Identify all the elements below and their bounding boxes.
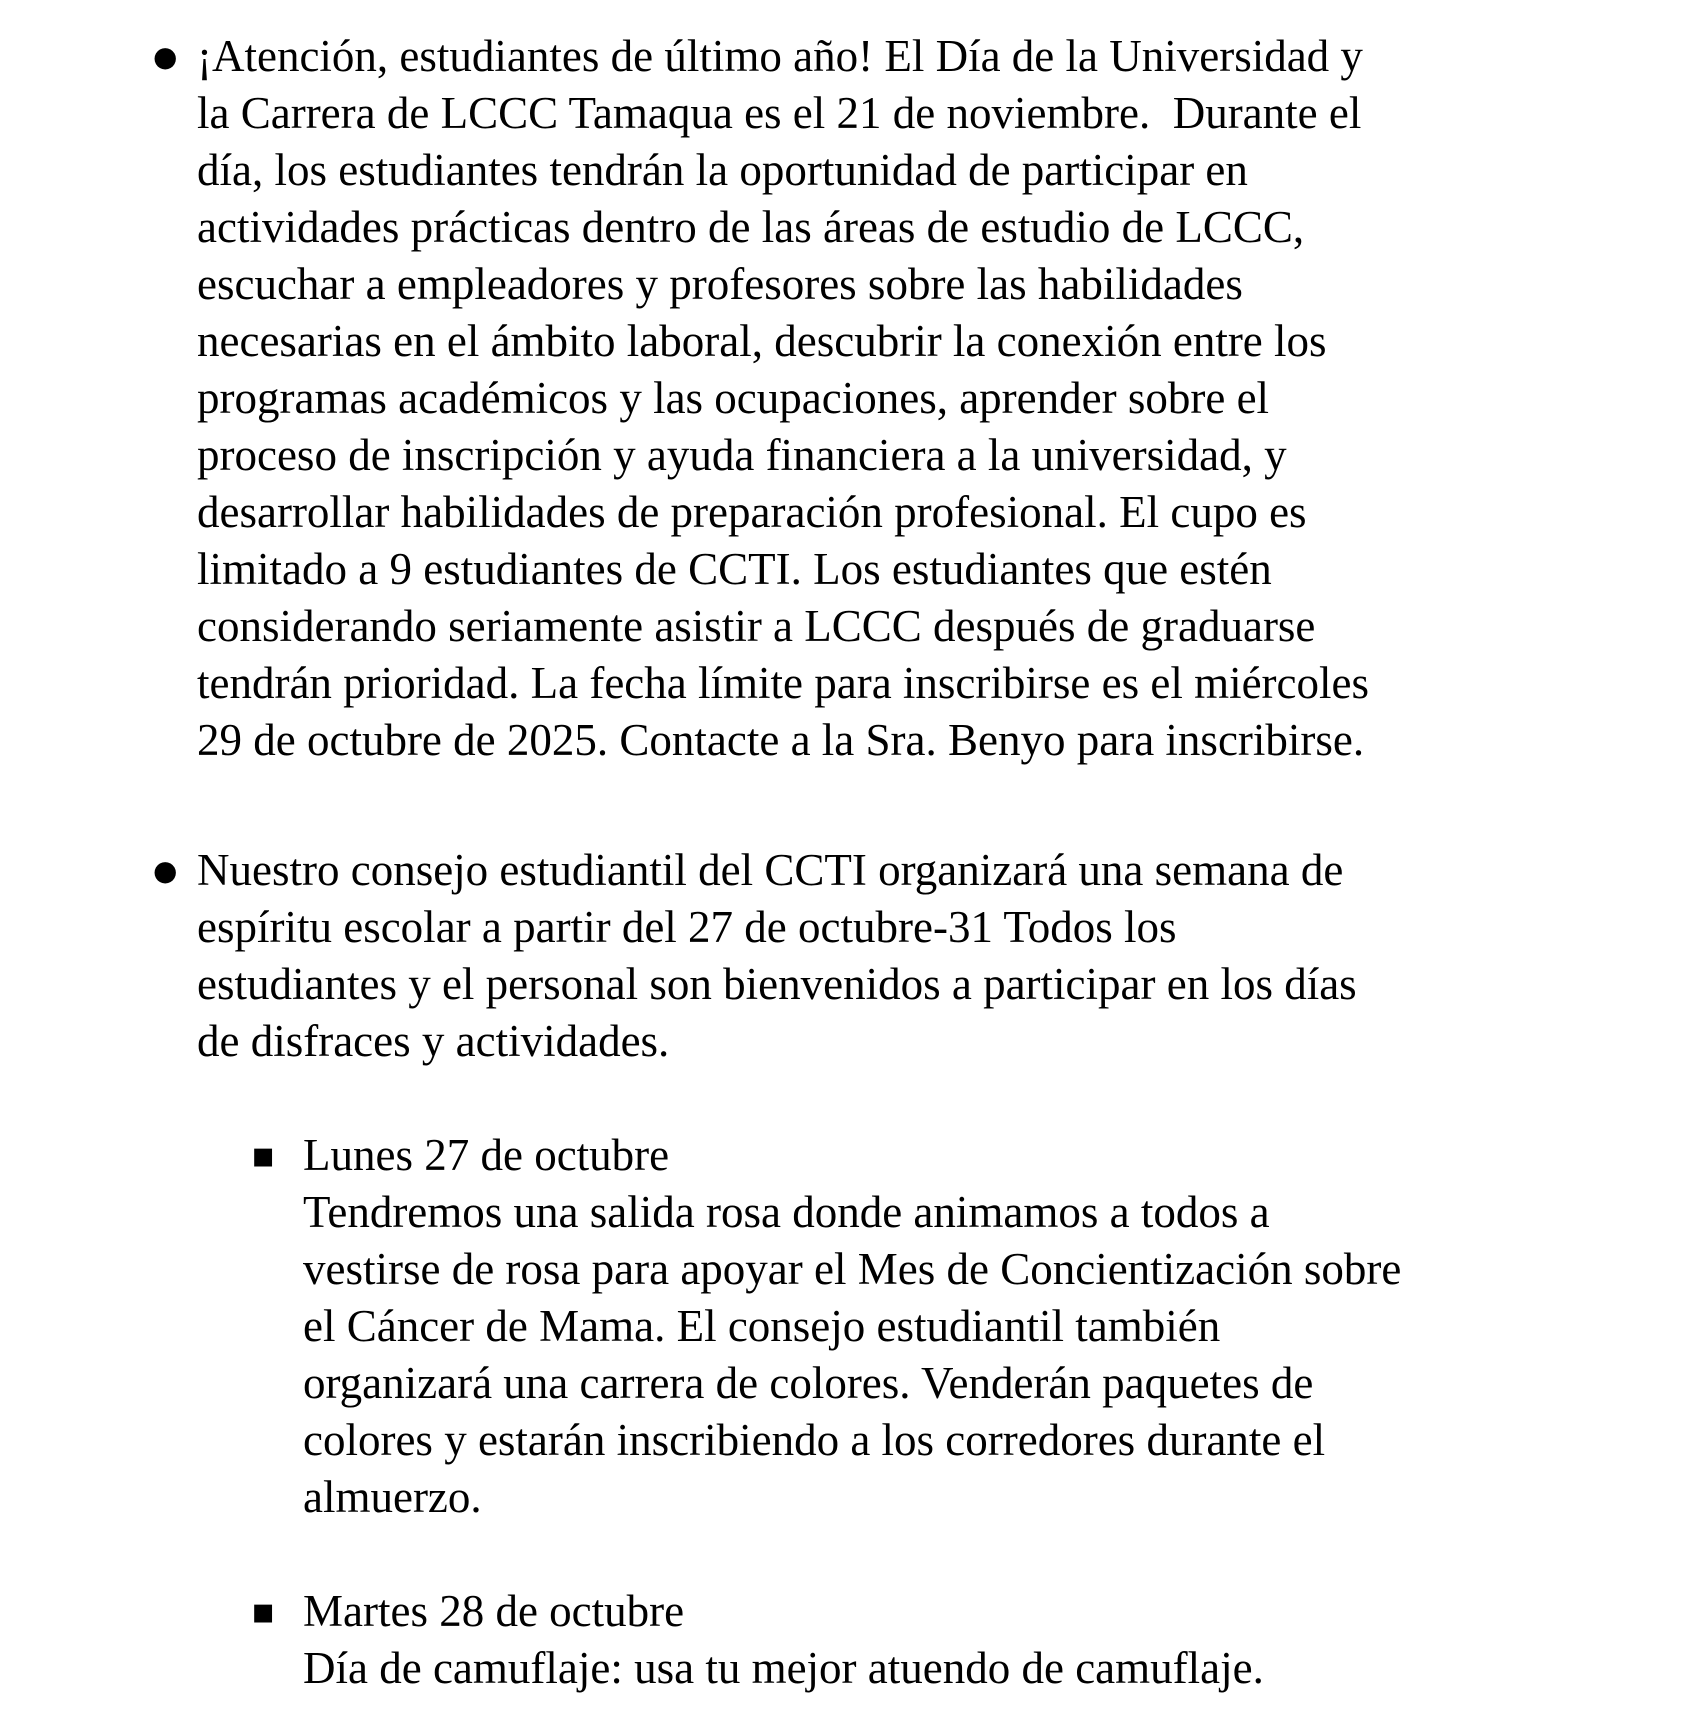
sub-bullet-item-tuesday <box>0 1583 1700 1697</box>
text-line: escuchar a empleadores y profesores sobre las habilidades <box>197 259 1243 309</box>
text-line: colores y estarán inscribiendo a los corredores durante el <box>303 1415 1326 1465</box>
text-line: necesarias en el ámbito laboral, descubrir la conexión entre los <box>197 316 1327 366</box>
text-line: programas académicos y las ocupaciones, aprender sobre el <box>197 373 1270 423</box>
bullet-item-college-day <box>0 28 1700 769</box>
text-line: Lunes 27 de octubre <box>303 1130 670 1180</box>
bullet-item-spirit-week <box>0 842 1700 1070</box>
text-line: organizará una carrera de colores. Venderán paquetes de <box>303 1358 1314 1408</box>
disc-bullet-icon: ● <box>153 40 178 73</box>
square-bullet-icon: ▪ <box>251 1591 276 1632</box>
square-bullet-icon: ▪ <box>251 1135 276 1176</box>
text-line: Día de camuflaje: usa tu mejor atuendo de camuflaje. <box>303 1643 1264 1693</box>
text-line: desarrollar habilidades de preparación profesional. El cupo es <box>197 487 1307 537</box>
text-line: Tendremos una salida rosa donde animamos a todos a <box>303 1187 1270 1237</box>
text-line: proceso de inscripción y ayuda financiera a la universidad, y <box>197 430 1287 480</box>
text-line: ¡Atención, estudiantes de último año! El Día de la Universidad y <box>197 31 1363 81</box>
text-line: el Cáncer de Mama. El consejo estudiantil también <box>303 1301 1221 1351</box>
text-line: Martes 28 de octubre <box>303 1586 685 1636</box>
text-line: 29 de octubre de 2025. Contacte a la Sra. Benyo para inscribirse. <box>197 715 1365 765</box>
text-line: espíritu escolar a partir del 27 de octubre-31 Todos los <box>197 902 1177 952</box>
text-line: Nuestro consejo estudiantil del CCTI organizará una semana de <box>197 845 1344 895</box>
text-line: de disfraces y actividades. <box>197 1016 670 1066</box>
text-line: limitado a 9 estudiantes de CCTI. Los estudiantes que estén <box>197 544 1272 594</box>
text-line: actividades prácticas dentro de las áreas de estudio de LCCC, <box>197 202 1305 252</box>
text-line: vestirse de rosa para apoyar el Mes de Concientización sobre <box>303 1244 1402 1294</box>
text-line: estudiantes y el personal son bienvenidos a participar en los días <box>197 959 1357 1009</box>
text-line: tendrán prioridad. La fecha límite para inscribirse es el miércoles <box>197 658 1369 708</box>
text-line: la Carrera de LCCC Tamaqua es el 21 de noviembre. Durante el <box>197 88 1362 138</box>
text-line: día, los estudiantes tendrán la oportunidad de participar en <box>197 145 1248 195</box>
text-line: almuerzo. <box>303 1472 482 1522</box>
sub-bullet-item-monday <box>0 1127 1700 1526</box>
text-line: considerando seriamente asistir a LCCC después de graduarse <box>197 601 1316 651</box>
disc-bullet-icon: ● <box>153 854 178 887</box>
